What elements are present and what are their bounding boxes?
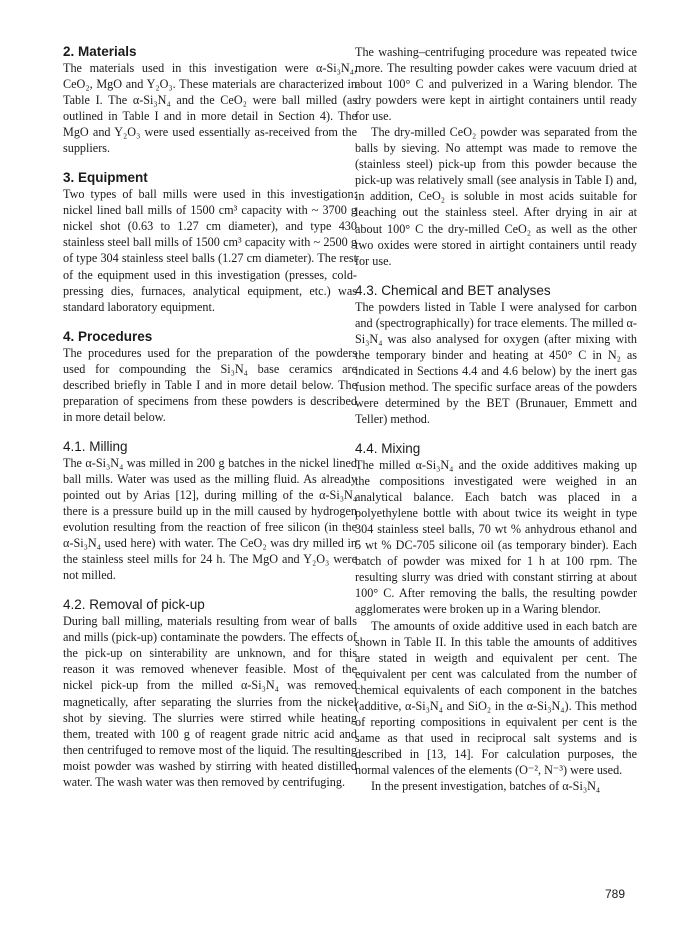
section-milling (63, 439, 357, 583)
heading-procedures: 4. Procedures (63, 328, 153, 344)
heading-removal: 4.2. Removal of pick-up (63, 597, 205, 613)
paragraph-procedures: The procedures used for the preparation of the powders used for compounding the Si₃N₄ base ceramics are described briefly in Table I and in more detail below. The preparation of specimens from these powders is described in more detail below. (63, 345, 357, 424)
paragraph-chemical-bet: The powders listed in Table I were analysed for carbon and (spectrographically) for trace elements. The milled α-Si₃N₄ was also analysed for oxygen (after mixing with the temporary binder and heating at 450° C in N₂ as indicated in Sections 4.4 and 4.6 below) by the inert gas fusion method. The specific surface areas of the powders were determined by the BET (Brunauer, Emmett and Teller) method. (355, 299, 637, 426)
section-procedures (63, 329, 357, 425)
section-removal-continued (355, 44, 637, 269)
paragraph-equipment: Two types of ball mills were used in this investigation: nickel lined ball mills of 1500 cm³ capacity with ~ 3700 g nickel shot (0.63 to 1.27 cm diameter), and type 430 stainless steel ball mills of 1500 cm³ capacity with ~ 2500 g of type 304 stainless steel balls (1.27 cm diameter). The rest of the equipment used in this investigation (presses, cold-pressing dies, furnaces, analytical equipment, etc.) was standard laboratory equipment. (63, 187, 357, 314)
paragraph-removal: During ball milling, materials resulting from wear of balls and mills (pick-up) contaminate the powders. The effects of the pick-up on sinterability are unknown, and for this reason it was removed whenever feasible. Most of the nickel pick-up from the milled α-Si₃N₄ was removed magnetically, after separating the slurries from the nickel shot by sieving. The slurries were stirred while heating them, treated with 100 g of reagent grade nitric acid and then centrifuged to remove most of the liquid. The resulting moist powder was washed by stirring with heated distilled water. The wash water was then removed by centrifuging. (63, 614, 357, 789)
heading-materials: 2. Materials (63, 44, 137, 59)
paragraph-mixing-2: The amounts of oxide additive used in each batch are shown in Table II. In this table the amounts of additives are stated in weigth and equivalent per cent. The equivalent per cent was calculated from the number of chemical equivalents of each component in the batches (additive, α-Si₃N₄ and SiO₂ in the α-Si₃N₄). This method of reporting compositions in equivalent per cent is the same as that used in reciprocal salt systems and is described in [13, 14]. For calculation purposes, the normal valences of the elements (O⁻², N⁻³) were used. (355, 618, 637, 777)
right-column (355, 44, 637, 808)
paragraph-materials: The materials used in this investigation were α-Si₃N₄, CeO₂, MgO and Y₂O₃. These materials are characterized in Table I. The α-Si₃N₄ and the CeO₂ were ball milled (as outlined in Table I and in more detail in Section 4). The MgO and Y₂O₃ were used essentially as-received from the suppliers. (63, 61, 357, 156)
section-equipment (63, 170, 357, 314)
section-removal (63, 597, 357, 790)
heading-milling: 4.1. Milling (63, 438, 128, 454)
heading-chemical-bet: 4.3. Chemical and BET analyses (355, 282, 551, 298)
heading-mixing: 4.4. Mixing (355, 441, 421, 457)
paragraph-removal-cont-1: The washing–centrifuging procedure was repeated twice more. The resulting powder cakes were vacuum dried at about 100° C and pulverized in a Waring blendor. The dry powders were kept in airtight containers until ready for use. (355, 45, 637, 124)
paragraph-mixing-1: The milled α-Si₃N₄ and the oxide additives making up the compositions investigated were weighed in an analytical balance. Each batch was placed in a polyethylene bottle with about twice its weight in type 304 stainless steel balls, 70 wt % anhydrous ethanol and 5 wt % DC-705 silicone oil (as temporary binder). Each batch of powder was mixed for 1 h at 100 rpm. The resulting slurry was dried with constant stirring at about 100° C. After removing the balls, the resulting powder agglomerates were broken up in a Waring blendor. (355, 458, 637, 617)
paragraph-mixing-3: In the present investigation, batches of α-Si₃N₄ (371, 778, 601, 793)
paragraph-milling: The α-Si₃N₄ was milled in 200 g batches in the nickel lined ball mills. Water was used as the milling fluid. As already pointed out by Arias [12], during milling of the α-Si₃N₄ there is a pressure build up in the mill caused by hydrogen evolution resulting from the reaction of free silicon (in the α-Si₃N₄ used here) with water. The CeO₂ was dry milled in the stainless steel mills for 24 h. The MgO and Y₂O₃ were not milled. (63, 455, 357, 583)
section-mixing (355, 441, 637, 794)
heading-equipment: 3. Equipment (63, 170, 148, 186)
left-column (63, 44, 357, 804)
page-number: 789 (605, 887, 626, 901)
section-chemical-bet (355, 283, 637, 427)
paragraph-removal-cont-2: The dry-milled CeO₂ powder was separated from the balls by sieving. No attempt was made to remove the (stainless steel) pick-up from this powder because the pick-up was relatively small (see analysis in Table I) and, in addition, CeO₂ is soluble in most acids suitable for leaching out the stainless steel. After drying in air at about 100° C the dry-milled CeO₂ as well as the other two oxides were stored in airtight containers until ready for use. (355, 125, 637, 268)
section-materials (63, 44, 357, 156)
